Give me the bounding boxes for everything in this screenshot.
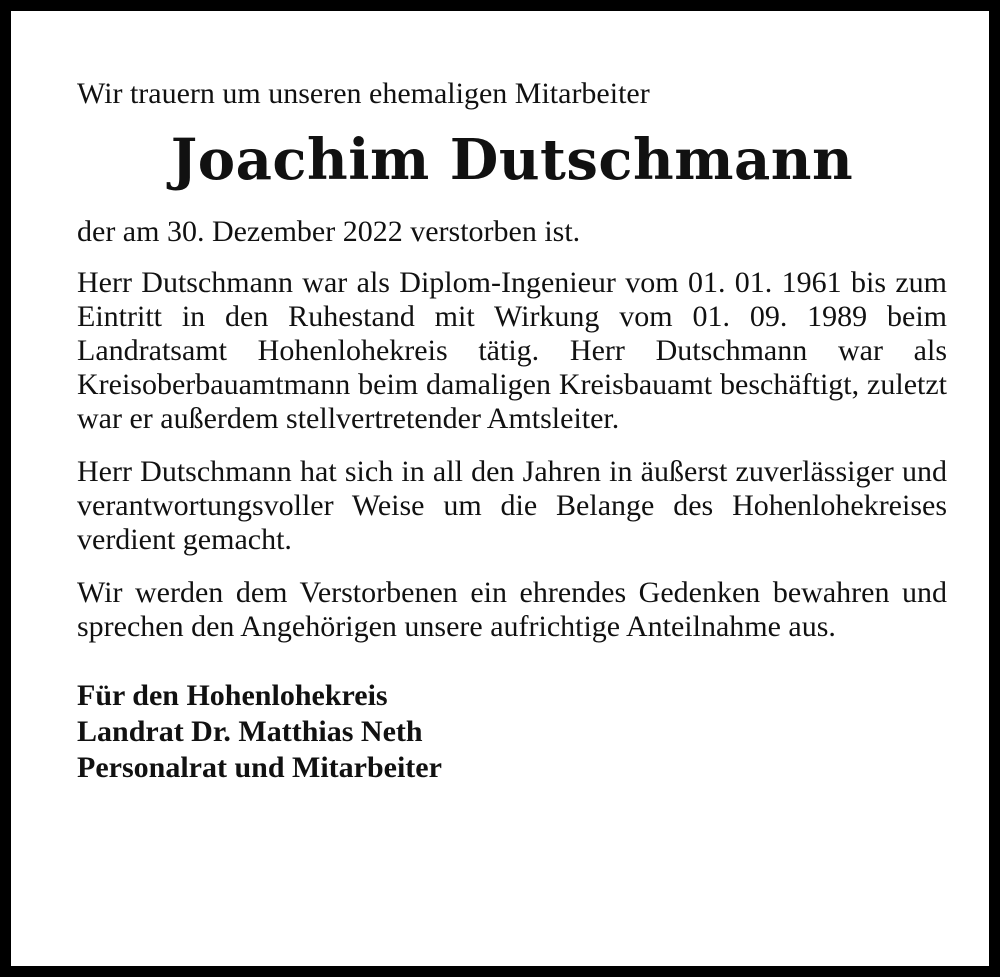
death-date-line: der am 30. Dezember 2022 verstorben ist. — [77, 215, 581, 248]
signature-block — [77, 678, 947, 786]
obituary-content — [77, 75, 947, 786]
career-paragraph: Herr Dutschmann war als Diplom-Ingenieur vom 01. 01. 1961 bis zum Eintritt in den Ruhestand mit Wirkung vom 01. 09. 1989 beim Landratsamt Hohenlohekreis tätig. Herr Dutschmann war als Kreisoberbauamtmann beim damaligen Kreisbauamt beschäftigt, zuletzt war er außerdem stellvertretender Amtsleiter. — [77, 266, 947, 435]
condolence-paragraph: Wir werden dem Verstorbenen ein ehrendes Gedenken bewahren und sprechen den Angehörigen unsere aufrichtige Anteilnahme aus. — [77, 576, 947, 643]
signature-line-district-administrator: Landrat Dr. Matthias Neth — [77, 715, 423, 748]
deceased-name: Joachim Dutschmann — [170, 127, 854, 193]
signature-line-staff: Personalrat und Mitarbeiter — [77, 751, 442, 784]
merit-paragraph: Herr Dutschmann hat sich in all den Jahren in äußerst zuverlässiger und verantwortungsvoller Weise um die Belange des Hohenlohekreises verdient gemacht. — [77, 455, 947, 556]
signature-line-organization: Für den Hohenlohekreis — [77, 679, 388, 712]
intro-line: Wir trauern um unseren ehemaligen Mitarbeiter — [77, 77, 650, 110]
